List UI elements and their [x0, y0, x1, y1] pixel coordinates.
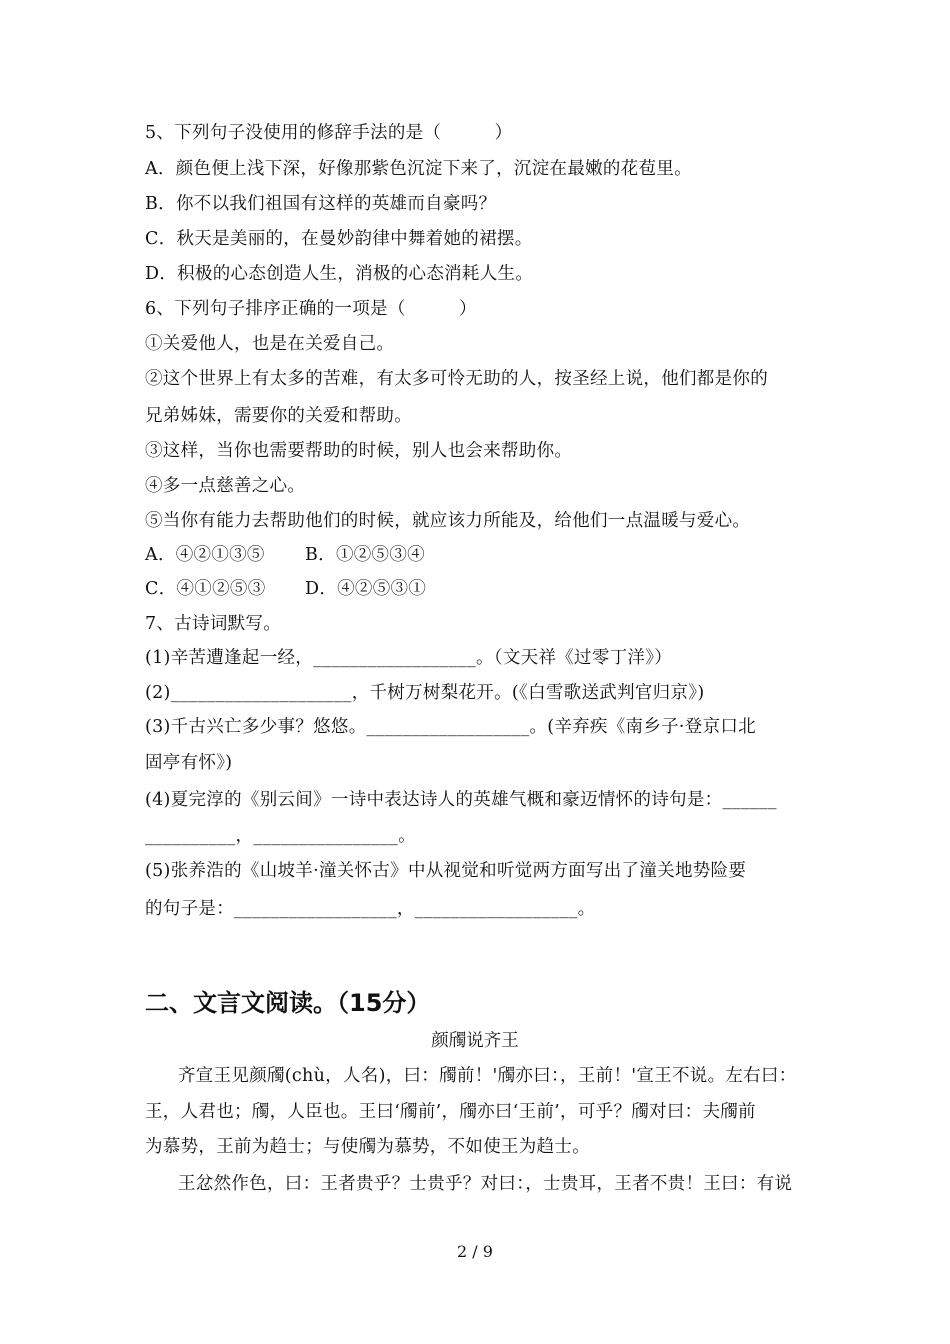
passage-para-1-line-2: 王，人君也；斶，人臣也。王曰‘斶前’，斶亦曰‘王前’，可乎？斶对曰：夫斶前 — [145, 1102, 756, 1122]
passage-para-2-line-1: 王忿然作色，曰：王者贵乎？士贵乎？对曰：，士贵耳，王者不贵！王曰：有说 — [178, 1174, 793, 1194]
q7-part-4-line-2: __________，________________。 — [145, 826, 416, 846]
q7-part-5-line-1: (5)张养浩的《山坡羊·潼关怀古》中从视觉和听觉两方面写出了潼关地势险要 — [145, 861, 747, 881]
passage-title: 颜斶说齐王 — [431, 1031, 519, 1051]
q5-option-b: B．你不以我们祖国有这样的英雄而自豪吗？ — [145, 194, 497, 214]
q6-option-b: B．①②⑤③④ — [305, 545, 425, 565]
q6-stem: 6、下列句子排序正确的一项是（ ） — [145, 299, 477, 319]
q7-part-1: (1)辛苦遭逢起一经，__________________。（文天祥《过零丁洋》） — [145, 648, 673, 668]
q7-part-2: (2)____________________，千树万树梨花开。(《白雪歌送武判官归京》) — [145, 683, 705, 703]
q5-option-d: D．积极的心态创造人生，消极的心态消耗人生。 — [145, 264, 534, 284]
q6-sentence-2-line-1: ②这个世界上有太多的苦难，有太多可怜无助的人，按圣经上说，他们都是你的 — [145, 369, 768, 389]
q7-part-3-line-2: 固亭有怀》) — [145, 753, 233, 773]
section-2-heading: 二、文言文阅读。（15分） — [145, 989, 431, 1017]
q7-part-4-line-1: (4)夏完淳的《别云间》一诗中表达诗人的英雄气概和豪迈情怀的诗句是：______ — [145, 790, 777, 810]
passage-para-1-line-1: 齐宣王见颜斶(chù，人名)，曰：斶前！'斶亦曰：，王前！'宣王不说。左右曰： — [178, 1066, 797, 1086]
q6-sentence-2-line-2: 兄弟姊妹，需要你的关爱和帮助。 — [145, 406, 412, 426]
q5-option-c: C．秋天是美丽的，在曼妙韵律中舞着她的裙摆。 — [145, 229, 533, 249]
q6-sentence-1: ①关爱他人，也是在关爱自己。 — [145, 334, 395, 354]
q6-sentence-4: ④多一点慈善之心。 — [145, 476, 306, 496]
q6-sentence-3: ③这样，当你也需要帮助的时候，别人也会来帮助你。 — [145, 441, 573, 461]
q7-stem: 7、古诗词默写。 — [145, 614, 282, 634]
q7-part-3-line-1: (3)千古兴亡多少事？悠悠。__________________。(辛弃疾《南乡子·登京口北 — [145, 717, 756, 737]
q6-sentence-5: ⑤当你有能力去帮助他们的时候，就应该力所能及，给他们一点温暖与爱心。 — [145, 511, 751, 531]
q6-option-d: D．④②⑤③① — [305, 579, 427, 599]
q6-options-row-1 — [145, 543, 810, 567]
passage-para-1-line-3: 为慕势，王前为趋士；与使斶为慕势，不如使王为趋士。 — [145, 1137, 590, 1157]
q6-options-row-2 — [145, 577, 810, 601]
q7-part-5-line-2: 的句子是：__________________，__________________。 — [145, 899, 596, 919]
q6-option-a: A．④②①③⑤ — [145, 545, 265, 565]
q5-stem: 5、下列句子没使用的修辞手法的是（ ） — [145, 123, 513, 143]
q6-option-c: C．④①②⑤③ — [145, 579, 266, 599]
page-number: 2 / 9 — [457, 1242, 493, 1261]
q5-option-a: A．颜色便上浅下深，好像那紫色沉淀下来了，沉淀在最嫩的花苞里。 — [145, 159, 692, 179]
